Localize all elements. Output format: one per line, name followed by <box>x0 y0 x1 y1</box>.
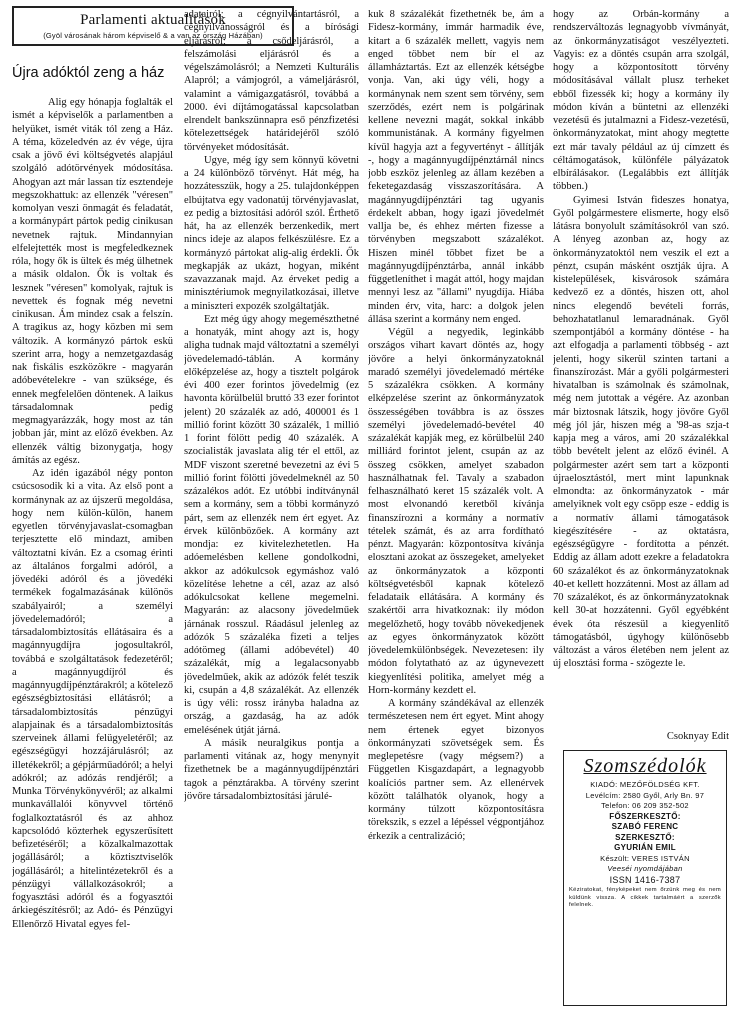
article-column-3 <box>368 8 544 1008</box>
fine-print: Kéziratokat, fényképeket nem őrzünk meg és nem küldünk vissza. A cikkek tartalmáért a szerzők felelnek. <box>569 887 721 908</box>
article-paragraph: hogy az Orbán-kormány a rendszerváltozás legnagyobb vívmányát, az önkormányzatiságot veszélyezteti. Vagyis: ez a döntés csupán arra szolgál, hogy a központosított törvény módosításával vállalt plusz terheket ebből fizessék ki; hogy a kormány ily módon kíván a büntetni az ellenzéki vezetésű és jutalmazni a Fidesz-vezetésű, önkormányzatokat, mint ahogy megtette ezt már tavaly például az új címzett és céltámogatások, különféle pályázatok elbírálásakor. (Legalábbis ezt állítják többen.) <box>553 9 729 193</box>
article-paragraph: Ugye, még így sem könnyű követni a 24 különböző törvényt. Hát még, ha hozzátesszük, hogy a 25. tulajdonképpen elbújtatva egy vadonatúj törvényjavaslat, ez pedig a biztosítási adóról szól. Érthető hát, ha az ellenzék berzenkedik, mert nincs ideje az alapos felkészülésre. Ez a kormányzó pártokat alig-alig érdekli. Ők megkapják az ukázt, hogyan, miként szavazzanak majd. Az érveket pedig a minisztériumok megnyilatkozásai, illetve a miniszteri expozék szolgáltatják. <box>184 154 359 312</box>
section-title: Parlamenti aktualitások <box>80 12 226 28</box>
article-column-1 <box>12 96 173 1008</box>
article-headline: Újra adóktól zeng a ház <box>12 65 165 81</box>
article-paragraph: Ezt még úgy ahogy megemészthetné a honatyák, mint ahogy azt is, hogy aligha tudnak majd változtatni a személyi jövedelemadó-táblán. A kormány előképzelése az, hogy a tisztelt polgárok évi 400 ezer forintos jövedelmig (ez havonta körülbelül bruttó 33 ezer forintot jelent) 20 százalék az adó, 400001 és 1 millió forint között 30 százalék, 1 millió 1 forint fölött pedig 40 százalék. A szocialisták javaslata alig tér el ettől, az MDF viszont szeretné bevezetni az évi 5 millió forint fölötti jövedelmeknél az 50 százalékos adót. Ez utóbbi indítványnál sem a kormány, sem a többi kormányzó párt, sem az ellenzék nem ért egyet. Az érvek különbözőek. A kormány azt mondja: ez kivitelezhetetlen. Ha adóemelésben kellene gondolkodni, akkor az adókulcsok egymáshoz való közelítése lehetne a cél, azaz az alsó adókulcsokat kellene megemelni. Magyarán: az alacsony jövedelműek járnának rosszul. Ráadásul jelenleg az adózók 5 százaléka fizeti a teljes adótömeg (állami adóbevétel) 40 százalékát, míg a legalacsonyabb jövedelműek, akik az adózók felét teszik ki, csupán a 4,8 százalékát. Az ellenzék is úgy véli: rossz irányba haladna az ország, a gazdaság, ha az adók emelésének útját járná. <box>184 313 359 736</box>
article-paragraph: kuk 8 százalékát fizethetnék be, ám a Fidesz-kormány, immár harmadik éve, kitart a 6 százalék mellett, vagyis nem enged többet nem bír el az államháztartás. Ezt az ellenzék kétségbe vonja. Van, aki úgy véli, hogy a kormánynak nem szent sem törvény, sem szerződés, ezért nem is polgárinak kellene nevezni magát, sokkal inkább kommunistának. A kormány figyelmen kívül hagyja azt a fegyvertényt - állítják -, hogy a magánnyugdíjpénztárnál nincs jobb eszköz jelenleg az állam kezében a feketegazdaság visszaszorítására. A magánnyugdíjpénztári tag ugyanis érdekelt abban, hogy igazi jövedelmét vallja be, és ehhez mérten fizesse a törvényben megszabott százalékot. Hiszen minél többet fizet be a magánnyugdíjpénztárba, annál inkább függetleníthet i magát attól, hogy majdan mennyi lesz az "állami" nyugdíja. Hiába minden érv, vita, harc: a dolgok jelen állása szerint a kormány nem enged. <box>368 9 544 325</box>
publication-logo: Szomszédolók <box>583 755 707 777</box>
issn-line: ISSN 1416-7387 <box>609 874 681 885</box>
address-line: Levélcím: 2580 Győl, Arly Bn. 97 <box>585 790 705 800</box>
article-column-2 <box>184 8 359 1008</box>
editor-in-chief-label: FŐSZERKESZTŐ: <box>609 811 681 821</box>
section-subtitle: (Gyöl városának három képviselő & a van az ország Házában) <box>43 31 263 40</box>
article-paragraph: Az idén igazából négy ponton csúcsosodik ki a vita. Az első pont a kormánynak az az újszerű megoldása, hogy nem külön-külön, hanem egyetlen törvényjavaslat-csomagban terjesztette elő mindazt, amiben változtatni kíván. Ez a csomag érinti az általános forgalmi adóról, a jövedéki adóról és a jövedéki termékek fogalmazásának különös szabályairól; a személyi jövedelemadóról; a társadalombiztosítás ellátásaira és a magánnyugdíjra jogosultakról, továbbá e szolgáltatások fedezetéről; a magánnyugdíjról és magánnyugdíjpénztárakról; a kötelező egészségbiztosítási ellátásról; a társadalombiztosítás pénzügyi alapjainak és a társadalombiztosítás szerveinek állami felügyeletéről; az egészségügyi hozzájárulásról; az illetékekről; a gépjárműadóról; a helyi adókról; az adózás rendjéről; a Munka Törvénykönyvéről; az alkalmi munkavállalói könyvvel történő foglalkoztatásról és az ahhoz kapcsolódó közterhek egyszerűsített befizetéséről; a közalkalmazottak jogállásáról; a köztisztviselők jogállásáról; a hitelintézetekről és a pénzügyi vállalkozásokról; a fogyasztási adóról és a fogyasztói árkiegészítésről; az Adó- és Pénzügyi Ellenőrző Hivatal egyes fel- <box>12 468 173 930</box>
editor-in-chief-name: SZABÓ FERENC <box>611 822 679 831</box>
article-paragraph: A másik neuralgikus pontja a parlamenti vitának az, hogy menynyit fizethetnek be a magánnyugdíjpénztári tagok a pénztárakba. A törvény szerint jövőre társadalombiztosítási járulé- <box>184 737 359 802</box>
article-paragraph: adatairól; a cégnyilvántartásról, a cégnyilvánosságról és a bírósági eljárásról; a csődeljárásról, a felszámolási eljárásról és a végelszámolásról; a Nemzeti Kulturális Alapról; a vámjogról, a vámeljárásról, valamint a vámigazgatásról, továbbá a 2000. évi díjtámogatással kapcsolatban elrendelt bankszünnapra eső pénzfizetési kötelezettségek határidejéről szóló törvényeket módosítását. <box>184 9 359 153</box>
article-paragraph: Végül a negyedik, leginkább országos vihart kavart döntés az, hogy jövőre a helyi önkormányzatoknál maradó személyi jövedelemadó mértéke 5 százalékra csökken. A kormány elképzelése szerint az önkormányzatok összességében továbbra is az összes személyi jövedelemadó-bevétel 40 százalékát kapják meg, ez körülbelül 240 milliárd forintot jelent, csupán az az összeg csökken, amelyet szabadon használhatnak fel. Tavaly a szabadon felhasználható keret 15 százalék volt. A most elvonandó keretből kívánja finanszírozni a kormány a normatív tételek számát, és az arra fordítható pénzt. Magyarán: központosítva kívánja elosztani azokat az összegeket, amelyeket az önkormányzatok a központi költségvetésből kapnak kötelező feladataik ellátására. A kormány és szakértői arra hivatkoznak: ily módon megelőzhető, hogy tovább növekedjenek az egyes önkormányzatok között jövedelemkülönbségek. Nevezetesen: ily módon folytatható az az úgynevezett kiegyenlítési politika, amelyet még a Horn-kormány kezdett el. <box>368 327 544 696</box>
phone-line: Telefon: 06 209 352-502 <box>601 801 689 810</box>
article-paragraph: Gyimesi István fideszes honatya, Győl polgármestere elismerte, hogy első látásra bonyolult számításokról van szó. A lényeg azonban az, hogy az önkormányzatoktól nem veszik el ezt a pénzt, csupán másként osztják újra. A kistelepülések, kisvárosok számára kedvező ez a döntés, hiszen ott, ahol nincs elegendő bevételi forrás, behozhatatlanul lemaradnának. Győl szempontjából a kormány döntése - ha azt elfogadja a parlamenti többség - azt jelenti, hogy sikerül szinten tartani a finanszírozást. Már a győli polgármesteri hivatalban is számolnak és számolnak, még nem jutottak a végére. Az azonban már biztosnak látszik, hogy jövőre Győl még jól jár, hiszen még a '98-as szja-t kapja meg a város, ami 20 százalékkal több bevételt jelent az előző évinél. A polgármester azért sem tart a központi újraelosztástól, mert mint lapunknak elmondta: az önkormányzatok - már amelyiknek volt egy csöpp esze - eddig is a normatív állami támogatások kiegészítésére - az oktatásra, egészségügyre - fordította a pénzét. Eddig az állam adott ezekre a feladatokra 60 százalékot és az önkormányzatoknak 40-et kellett hozzátenni. Most az állam ad 70 százalékot, és az önkormányzatoknak kell 30-at hozzátenni. Győl egyébként évek óta részesül a kiegyenlítő támogatásból, úgyhogy különösebb változást a város életében nem jelent az új elosztási forma - szögezte le. <box>553 194 729 670</box>
publisher-line: KIADÓ: MEZŐFÖLDSÉG KFT. <box>590 780 700 789</box>
editor-name: GYURIÁN EMIL <box>614 843 676 852</box>
printer-line: Veeséi nyomdájában <box>607 864 683 873</box>
editor-label: SZERKESZTŐ: <box>615 832 675 842</box>
impressum-box <box>563 750 727 1006</box>
author-signature: Csoknyay Edit <box>666 731 729 742</box>
article-paragraph: A kormány szándékával az ellenzék természetesen nem ért egyet. Mint ahogy nem értenek egyet bizonyos önkormányzati szövetségek sem. És meglepetésre (vagy mégsem?) a Független Kisgazdapárt, a legnagyobb koalíciós partner sem. Az ellenérvek között találhatók olyanok, hogy a kormány túlzott központosításra törekszik, s ezzel a lépéssel végpontjához érkezik a centralizáció; <box>368 698 544 842</box>
production-line: Készült: VERES ISTVÁN <box>600 853 690 863</box>
article-column-4 <box>553 8 729 742</box>
article-paragraph: Alig egy hónapja foglalták el ismét a képviselők a parlamentben a helyüket, ismét viták tól zeng a Ház. A téma, közeledvén az év vége, újra csak a jövő évi költségvetés alapjául szolgáló adótörvények módosítása. Ahogyan azt már lassan tíz esztendeje megszokhattuk: az ellenzék "véresen" komolyan veszi önmagát és feladatát, a kormánypárt pártok pedig cinikusan nevetnek rajtuk. Mindannyian elfelejtették most is megfeledkeznek róla, hogy ők is ültek és még ülhetnek a másik oldalon. Ők is voltak és lesznek "véresen" komolyak, rajtuk is nevettek és fognak még nevetni cinikusan. Ám mindez csak a felszín. A tragikus az, hogy közben mi sem változik. A kormányzó pártok eskü szerint arra, hogy a nemzetgazdaság nak fiskális eszközökre - magyarán adóbevételekre - van szüksége, és ennek megfelelően döntenek. A laikus társadalomnak pedig megmagyarázzák, hogy most az tán jobban jár, mint az előző években. Az ellenzék váltig bizonygatja, hogy ámítás az egész. <box>12 97 173 466</box>
